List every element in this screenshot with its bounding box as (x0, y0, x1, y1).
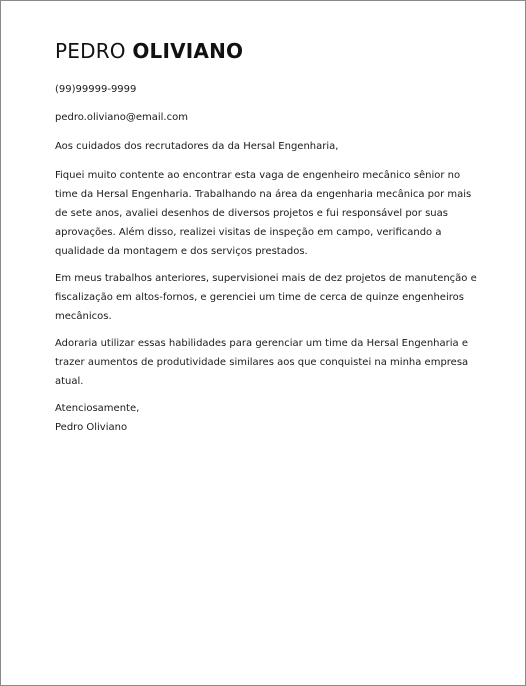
letter-paragraph: Fiquei muito contente ao encontrar esta vaga de engenheiro mecânico sênior no time da Hersal Engenharia. Trabalhando na área da engenharia mecânica por mais de sete anos, avaliei desenhos de diversos projetos e fui responsável por suas aprovações. Além disso, realizei visitas de inspeção em campo, verificando a qualidade da montagem e dos serviços prestados. (55, 170, 472, 257)
applicant-name (55, 39, 480, 63)
first-name: PEDRO (55, 39, 126, 63)
signature-name: Pedro Oliviano (55, 422, 128, 433)
sign-off: Atenciosamente, (55, 403, 140, 414)
letter-paragraph: Adoraria utilizar essas habilidades para gerenciar um time da Hersal Engenharia e trazer aumentos de produtividade similares aos que conquistei na minha empresa atual. (55, 338, 469, 387)
phone-number: (99)99999-9999 (55, 84, 137, 95)
letter-closing (55, 399, 480, 437)
letter-content (55, 39, 480, 437)
email-address: pedro.oliviano@email.com (55, 112, 188, 123)
letter-greeting: Aos cuidados dos recrutadores da da Hersal Engenharia, (55, 141, 339, 152)
last-name: OLIVIANO (132, 39, 244, 63)
letter-paragraph: Em meus trabalhos anteriores, supervisionei mais de dez projetos de manutenção e fiscalização em altos-fornos, e gerenciei um time de cerca de quinze engenheiros mecânicos. (55, 273, 477, 322)
